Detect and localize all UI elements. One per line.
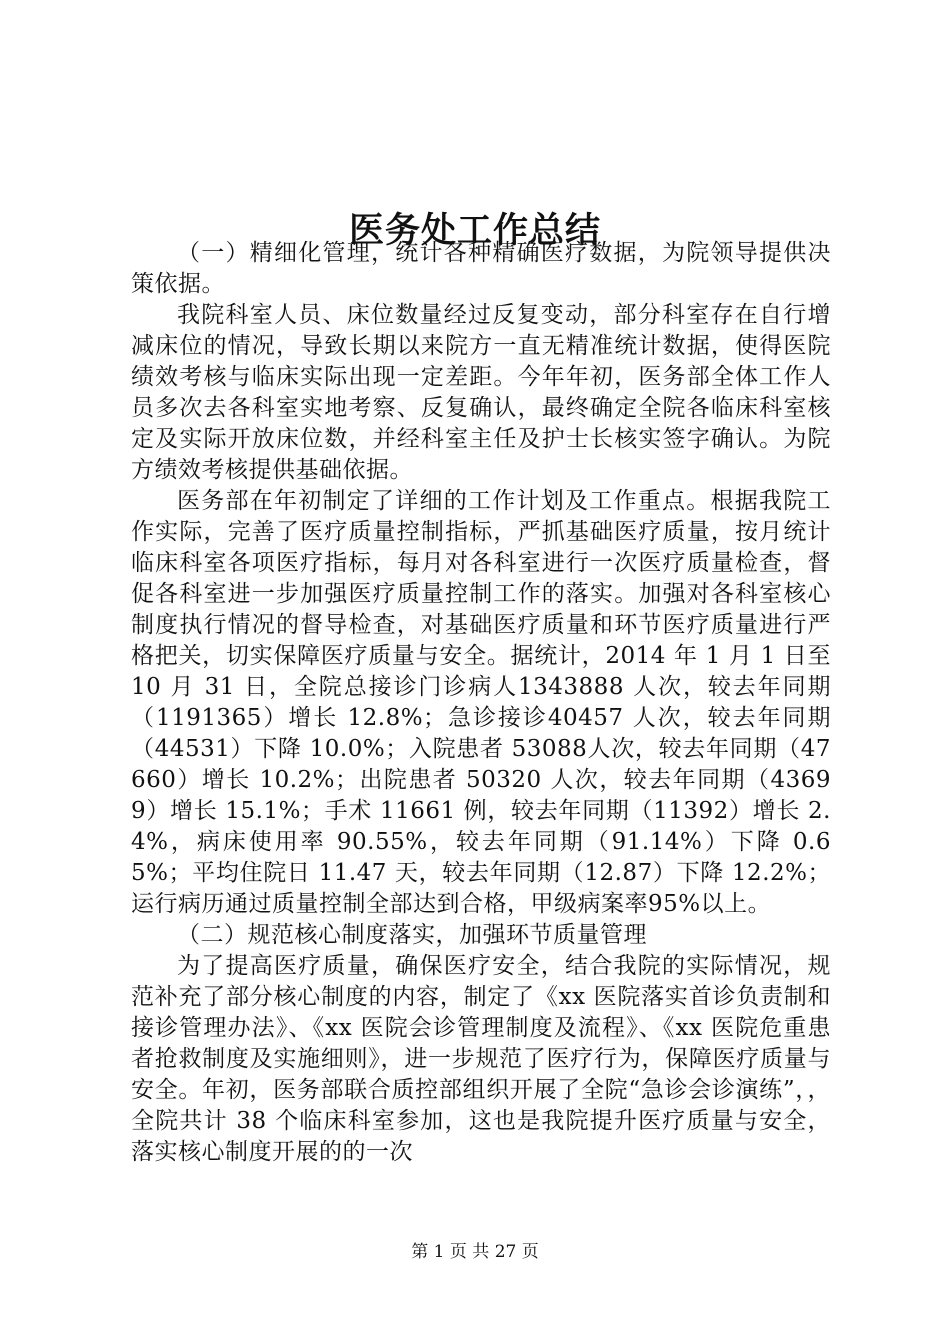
document-body xyxy=(131,238,831,1168)
body-paragraph: 我院科室人员、床位数量经过反复变动，部分科室存在自行增减床位的情况，导致长期以来院方一直无精准统计数据，使得医院绩效考核与临床实际出现一定差距。今年年初，医务部全体工作人员多次去各科室实地考察、反复确认，最终确定全院各临床科室核定及实际开放床位数，并经科室主任及护士长核实签字确认。为院方绩效考核提供基础依据。 xyxy=(131,302,831,483)
section-heading-1: （一）精细化管理，统计各种精确医疗数据，为院领导提供决策依据。 xyxy=(131,240,831,297)
document-title: 医务处工作总结 xyxy=(348,210,601,252)
page-footer: 第 1 页 共 27 页 xyxy=(411,1242,539,1262)
body-paragraph: 为了提高医疗质量，确保医疗安全，结合我院的实际情况，规范补充了部分核心制度的内容，制定了《xx 医院落实首诊负责制和接诊管理办法》、《xx 医院会诊管理制度及流程》、《xx 医院危重患者抢救制度及实施细则》，进一步规范了医疗行为，保障医疗质量与安全。年初，医务部联合质控部组织开展了全院“急诊会诊演练”，，全院共计 38 个临床科室参加，这也是我院提升医疗质量与安全，落实核心制度开展的的一次 xyxy=(131,953,831,1165)
body-paragraph: 医务部在年初制定了详细的工作计划及工作重点。根据我院工作实际，完善了医疗质量控制指标，严抓基础医疗质量，按月统计临床科室各项医疗指标，每月对各科室进行一次医疗质量检查，督促各科室进一步加强医疗质量控制工作的落实。加强对各科室核心制度执行情况的督导检查，对基础医疗质量和环节医疗质量进行严格把关，切实保障医疗质量与安全。据统计，2014 年 1 月 1 日至 10 月 31 日，全院总接诊门诊病人1343888 人次，较去年同期（1191365）增长 12.8%；急诊接诊40457 人次，较去年同期（44531）下降 10.0%；入院患者 53088人次，较去年同期（47660）增长 10.2%；出院患者 50320 人次，较去年同期（43699）增长 15.1%；手术 11661 例，较去年同期（11392）增长 2.4%，病床使用率 90.55%，较去年同期（91.14%）下降 0.65%；平均住院日 11.47 天，较去年同期（12.87）下降 12.2%；运行病历通过质量控制全部达到合格，甲级病案率95%以上。 xyxy=(131,488,831,917)
section-heading-2: （二）规范核心制度落实，加强环节质量管理 xyxy=(177,922,647,948)
